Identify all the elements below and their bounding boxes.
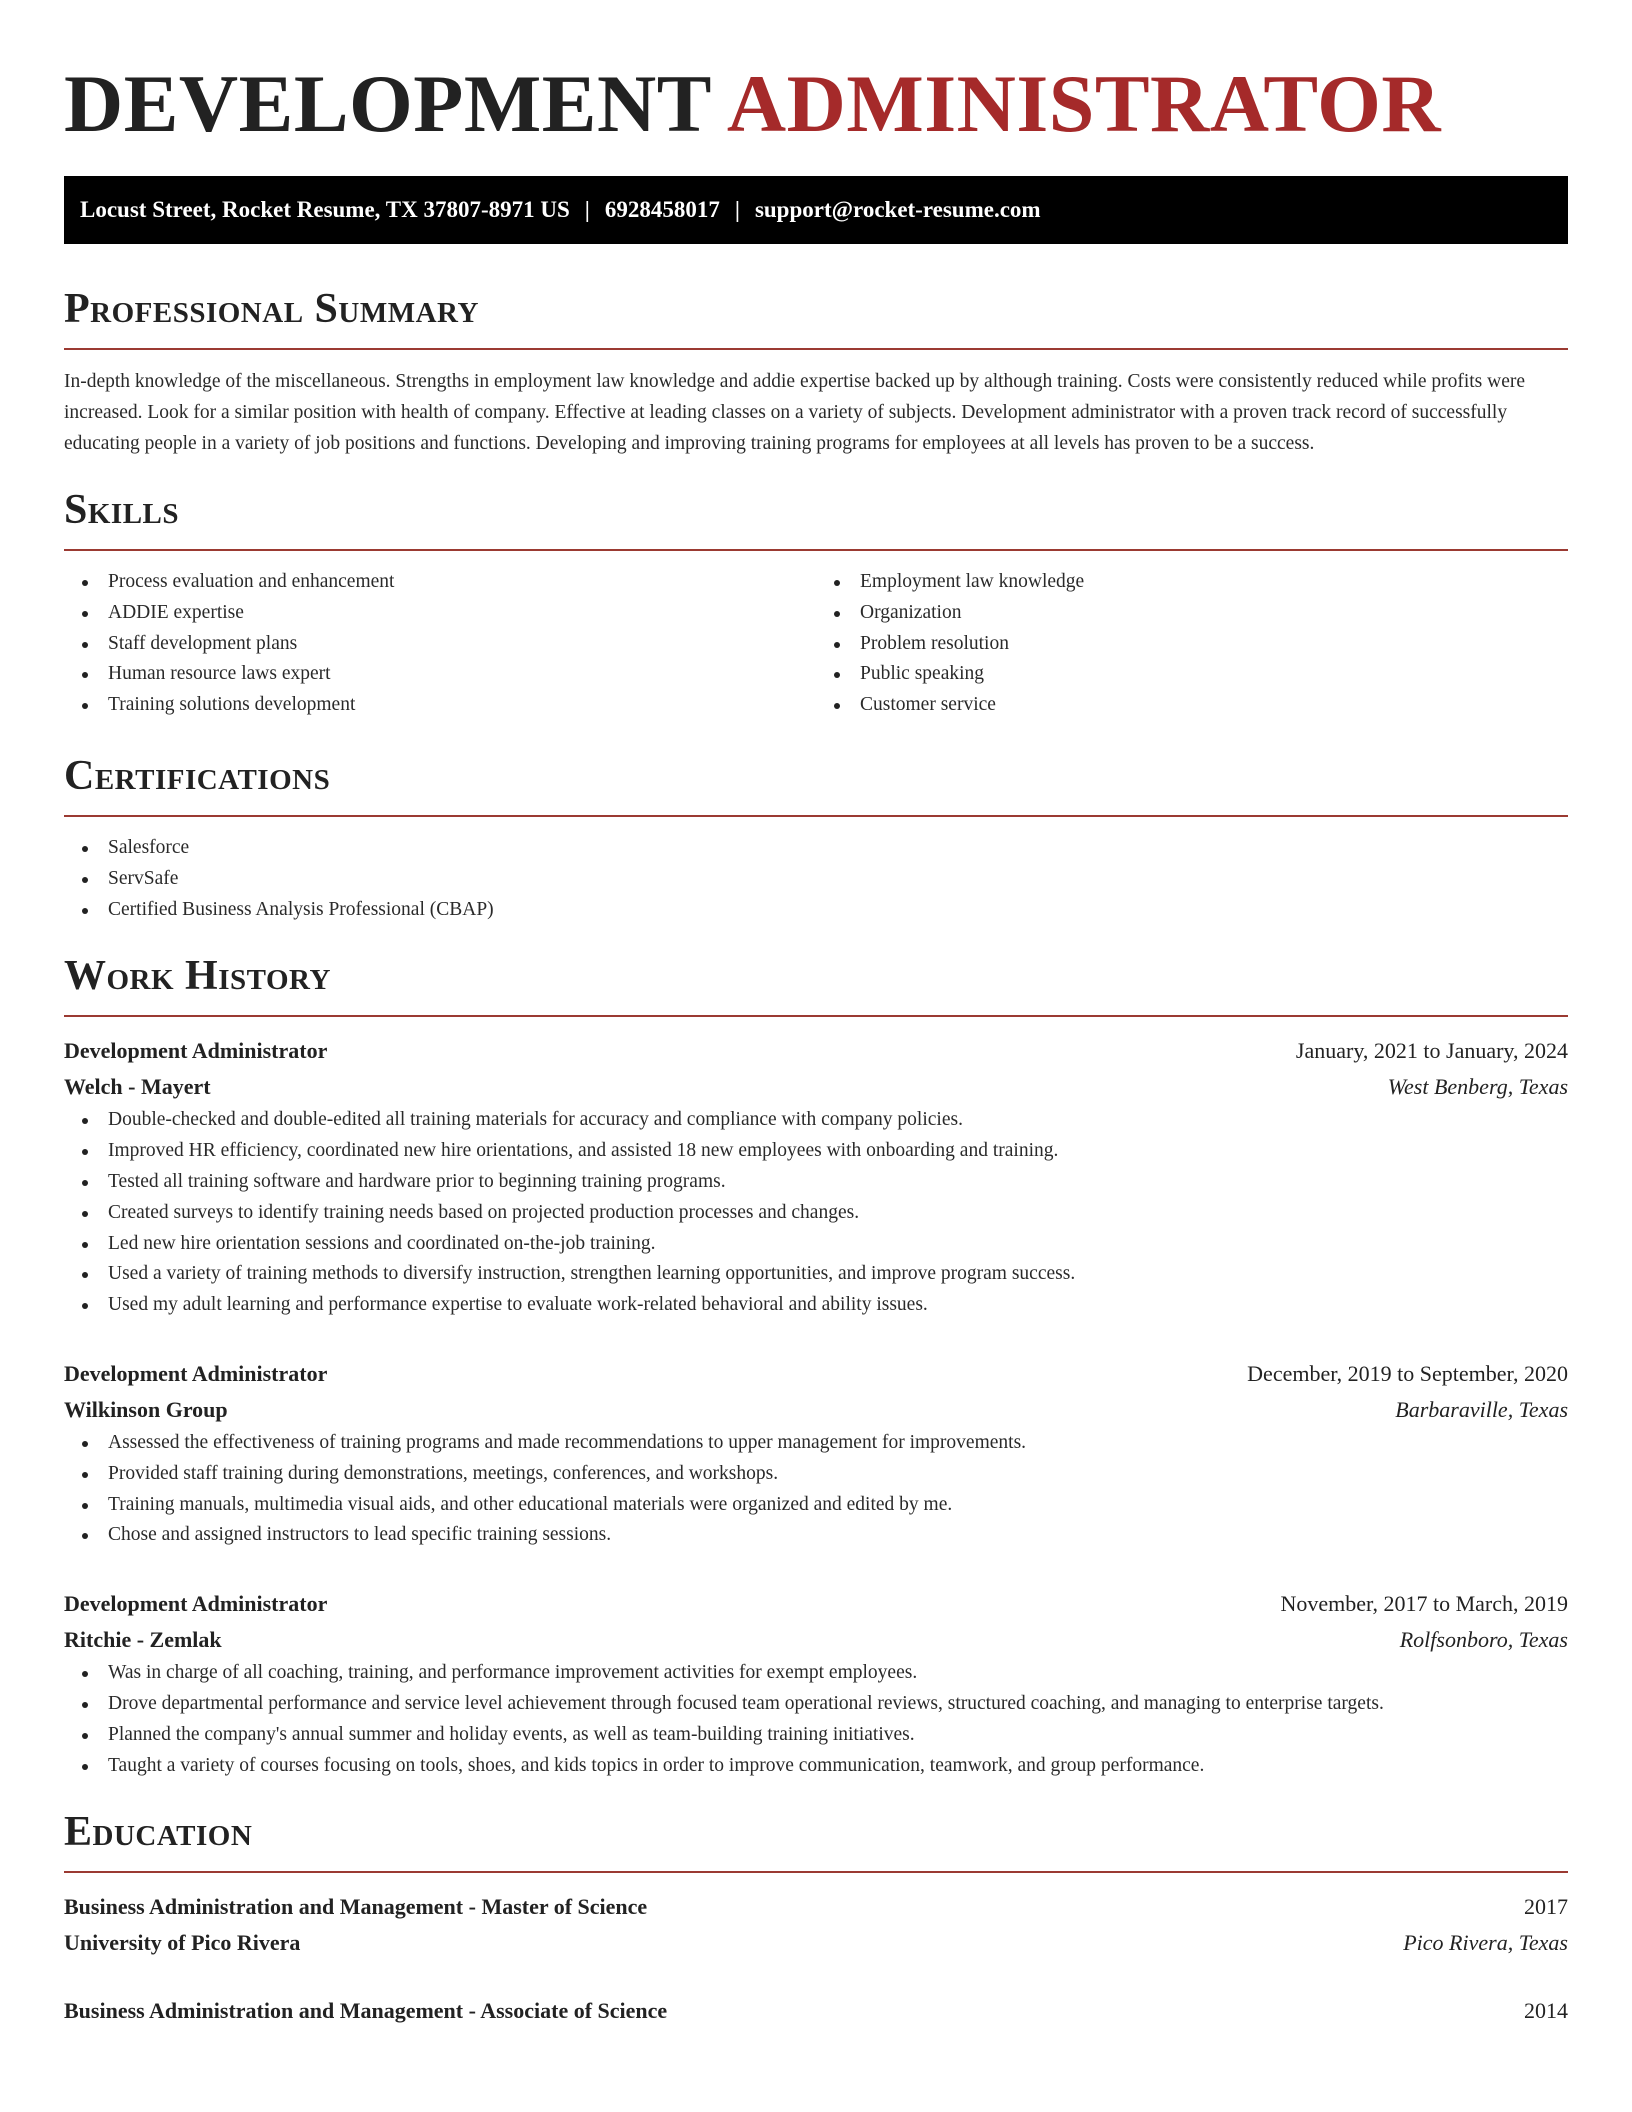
skill-item: Organization bbox=[860, 598, 1568, 629]
contact-bar bbox=[64, 176, 1568, 244]
job-bullets bbox=[64, 1105, 1568, 1321]
job-location: West Benberg, Texas bbox=[1387, 1074, 1568, 1100]
education-entry bbox=[64, 1889, 1568, 1961]
contact-email: support@rocket-resume.com bbox=[754, 197, 1041, 222]
job-role: Development Administrator bbox=[64, 1360, 328, 1386]
job-header-row bbox=[64, 1586, 1568, 1622]
section-divider bbox=[64, 1871, 1568, 1873]
job-company: Wilkinson Group bbox=[64, 1396, 228, 1422]
job-bullets bbox=[64, 1658, 1568, 1781]
skill-item: Customer service bbox=[860, 690, 1568, 721]
job-bullet: Double-checked and double-edited all training materials for accuracy and compliance with company policies. bbox=[108, 1105, 1568, 1136]
job-bullet: Taught a variety of courses focusing on tools, shoes, and kids topics in order to improve communication, teamwork, and group performance. bbox=[108, 1751, 1568, 1782]
skills-column-right bbox=[816, 567, 1568, 721]
contact-phone: 6928458017 bbox=[604, 197, 720, 222]
job-dates: December, 2019 to September, 2020 bbox=[1247, 1360, 1568, 1386]
section-title-education: Education bbox=[64, 1809, 253, 1856]
skill-item: Training solutions development bbox=[108, 690, 816, 721]
job-entry bbox=[64, 1356, 1568, 1551]
work-history-section bbox=[64, 953, 1568, 1781]
certification-item: Certified Business Analysis Professional (CBAP) bbox=[108, 895, 1568, 926]
skills-list-right bbox=[816, 567, 1568, 721]
job-company-row bbox=[64, 1392, 1568, 1428]
summary-section bbox=[64, 286, 1568, 459]
job-bullet: Led new hire orientation sessions and coordinated on-the-job training. bbox=[108, 1229, 1568, 1260]
skill-item: ADDIE expertise bbox=[108, 598, 816, 629]
job-bullet: Was in charge of all coaching, training, and performance improvement activities for exempt employees. bbox=[108, 1658, 1568, 1689]
education-header-row bbox=[64, 1889, 1568, 1925]
education-header-row bbox=[64, 1993, 1568, 2029]
job-role: Development Administrator bbox=[64, 1591, 328, 1617]
job-bullet: Assessed the effectiveness of training programs and made recommendations to upper management for improvements. bbox=[108, 1428, 1568, 1459]
job-bullet: Improved HR efficiency, coordinated new hire orientations, and assisted 18 new employees with onboarding and training. bbox=[108, 1136, 1568, 1167]
job-company: Ritchie - Zemlak bbox=[64, 1627, 222, 1653]
job-header-row bbox=[64, 1033, 1568, 1069]
job-company: Welch - Mayert bbox=[64, 1074, 211, 1100]
job-bullet: Tested all training software and hardware prior to beginning training programs. bbox=[108, 1167, 1568, 1198]
education-year: 2014 bbox=[1524, 1998, 1568, 2024]
job-dates: November, 2017 to March, 2019 bbox=[1280, 1591, 1568, 1617]
job-company-row bbox=[64, 1069, 1568, 1105]
certifications-section bbox=[64, 753, 1568, 925]
name-last: ADMINISTRATOR bbox=[726, 58, 1442, 149]
job-bullet: Planned the company's annual summer and holiday events, as well as team-building training initiatives. bbox=[108, 1720, 1568, 1751]
certification-item: Salesforce bbox=[108, 833, 1568, 864]
education-location: Pico Rivera, Texas bbox=[1403, 1930, 1568, 1956]
skill-item: Public speaking bbox=[860, 659, 1568, 690]
certifications-list bbox=[64, 833, 1568, 925]
skill-item: Staff development plans bbox=[108, 629, 816, 660]
skill-item: Process evaluation and enhancement bbox=[108, 567, 816, 598]
job-bullet: Drove departmental performance and service level achievement through focused team operational reviews, structured coaching, and managing to enterprise targets. bbox=[108, 1689, 1568, 1720]
education-degree: Business Administration and Management - Master of Science bbox=[64, 1894, 648, 1920]
skills-column-left bbox=[64, 567, 816, 721]
skill-item: Human resource laws expert bbox=[108, 659, 816, 690]
section-title-work: Work History bbox=[64, 953, 331, 1000]
job-role: Development Administrator bbox=[64, 1038, 328, 1064]
education-year: 2017 bbox=[1524, 1894, 1568, 1920]
certification-item: ServSafe bbox=[108, 864, 1568, 895]
education-section bbox=[64, 1809, 1568, 2029]
education-entry bbox=[64, 1993, 1568, 2029]
name-first: DEVELOPMENT bbox=[64, 58, 711, 149]
section-divider bbox=[64, 549, 1568, 551]
job-dates: January, 2021 to January, 2024 bbox=[1295, 1038, 1568, 1064]
job-entry bbox=[64, 1033, 1568, 1321]
job-bullet: Provided staff training during demonstrations, meetings, conferences, and workshops. bbox=[108, 1459, 1568, 1490]
job-bullets bbox=[64, 1428, 1568, 1551]
contact-separator: | bbox=[734, 197, 740, 222]
job-bullet: Chose and assigned instructors to lead specific training sessions. bbox=[108, 1520, 1568, 1551]
section-title-skills: Skills bbox=[64, 487, 180, 533]
skill-item: Employment law knowledge bbox=[860, 567, 1568, 598]
resume-name bbox=[64, 58, 1568, 150]
job-bullet: Created surveys to identify training needs based on projected production processes and changes. bbox=[108, 1198, 1568, 1229]
section-title-summary: Professional Summary bbox=[64, 286, 479, 332]
job-location: Rolfsonboro, Texas bbox=[1399, 1627, 1568, 1653]
job-bullet: Training manuals, multimedia visual aids, and other educational materials were organized and edited by me. bbox=[108, 1490, 1568, 1521]
job-bullet: Used a variety of training methods to diversify instruction, strengthen learning opportunities, and improve program success. bbox=[108, 1259, 1568, 1290]
job-company-row bbox=[64, 1622, 1568, 1658]
skills-list-left bbox=[64, 567, 816, 721]
job-entry bbox=[64, 1586, 1568, 1781]
job-header-row bbox=[64, 1356, 1568, 1392]
education-school: University of Pico Rivera bbox=[64, 1930, 301, 1956]
section-divider bbox=[64, 815, 1568, 817]
contact-address: Locust Street, Rocket Resume, TX 37807-8971 US bbox=[80, 197, 570, 222]
section-divider bbox=[64, 348, 1568, 350]
education-degree: Business Administration and Management - Associate of Science bbox=[64, 1998, 668, 2024]
job-location: Barbaraville, Texas bbox=[1395, 1396, 1568, 1422]
skills-grid bbox=[64, 567, 1568, 721]
skill-item: Problem resolution bbox=[860, 629, 1568, 660]
summary-text: In-depth knowledge of the miscellaneous. Strengths in employment law knowledge and addie expertise backed up by although training. Costs were consistently reduced while profits were increased. Look for a similar position with health of company. Effective at leading classes on a variety of subjects. Development administrator with a proven track record of successfully educating people in a variety of job positions and functions. Developing and improving training programs for employees at all levels has proven to be a success. bbox=[64, 371, 1526, 454]
education-school-row bbox=[64, 1925, 1568, 1961]
section-title-certifications: Certifications bbox=[64, 752, 331, 799]
section-divider bbox=[64, 1015, 1568, 1017]
skills-section bbox=[64, 487, 1568, 721]
job-bullet: Used my adult learning and performance expertise to evaluate work-related behavioral and ability issues. bbox=[108, 1290, 1568, 1321]
contact-separator: | bbox=[584, 197, 590, 222]
